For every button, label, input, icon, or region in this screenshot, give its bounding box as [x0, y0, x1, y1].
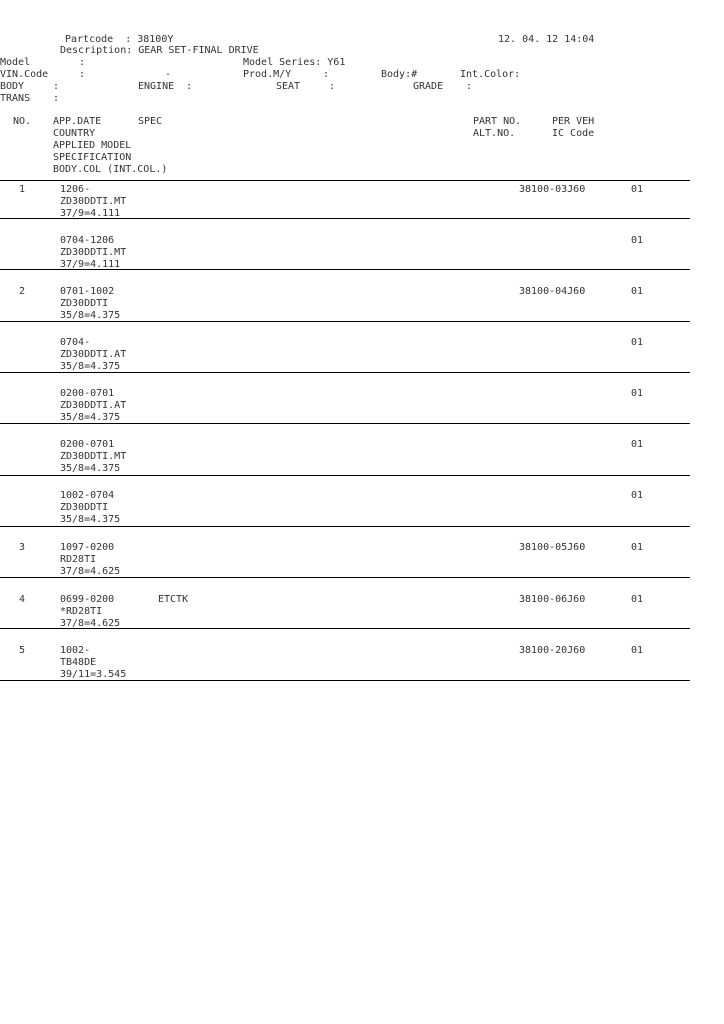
row-per-veh: 01 [631, 337, 644, 348]
row-part-no: 38100-05J60 [519, 542, 586, 553]
engine-label: ENGINE : [138, 81, 193, 92]
row-per-veh: 01 [631, 388, 644, 399]
row-divider [0, 475, 690, 476]
col-per-veh: PER VEH [552, 116, 595, 127]
table-row [0, 642, 690, 693]
row-per-veh: 01 [631, 235, 644, 246]
row-app-date: 0704-1206 [60, 235, 115, 246]
description-line: Description: GEAR SET-FINAL DRIVE [60, 45, 259, 56]
row-app-date: 0704- [60, 337, 91, 348]
col-alt-no: ALT.NO. [473, 128, 516, 139]
row-per-veh: 01 [631, 439, 644, 450]
col-spec: SPEC [138, 116, 163, 127]
row-per-veh: 01 [631, 542, 644, 553]
model-label: Model [0, 57, 31, 68]
body-hash-label: Body:# [381, 69, 418, 80]
row-part-no: 38100-03J60 [519, 184, 586, 195]
col-body-col: BODY.COL (INT.COL.) [53, 164, 168, 175]
body-colon: : [53, 81, 60, 92]
col-no: NO. [13, 116, 32, 127]
row-number: 1 [19, 184, 26, 195]
int-color-label: Int.Color: [460, 69, 521, 80]
row-per-veh: 01 [631, 286, 644, 297]
row-divider [0, 321, 690, 322]
row-app-date: 1002- [60, 645, 91, 656]
row-number: 4 [19, 594, 26, 605]
row-model: *RD28TI [60, 606, 103, 617]
row-model: ZD30DDTI.MT [60, 196, 127, 207]
partcode-line: Partcode : 38100Y [65, 34, 174, 45]
model-series: Model Series: Y61 [243, 57, 346, 68]
vin-dash: - [165, 69, 172, 80]
row-ratio: 37/8=4.625 [60, 566, 121, 577]
row-divider [0, 526, 690, 527]
row-ratio: 39/11=3.545 [60, 669, 127, 680]
table-row [0, 436, 690, 487]
col-country: COUNTRY [53, 128, 96, 139]
row-divider [0, 269, 690, 270]
table-row [0, 232, 690, 283]
table-row [0, 539, 690, 590]
prod-my-label: Prod.M/Y [243, 69, 292, 80]
row-part-no: 38100-20J60 [519, 645, 586, 656]
row-model: ZD30DDTI [60, 502, 109, 513]
row-model: ZD30DDTI.MT [60, 451, 127, 462]
row-ratio: 37/8=4.625 [60, 618, 121, 629]
row-number: 2 [19, 286, 26, 297]
body-label: BODY [0, 81, 25, 92]
trans-label: TRANS [0, 93, 31, 104]
table-row [0, 181, 690, 232]
row-part-no: 38100-06J60 [519, 594, 586, 605]
col-ic-code: IC Code [552, 128, 595, 139]
row-per-veh: 01 [631, 490, 644, 501]
table-row [0, 385, 690, 436]
seat-colon: : [329, 81, 336, 92]
col-specification: SPECIFICATION [53, 152, 132, 163]
row-app-date: 1206- [60, 184, 91, 195]
row-model: ZD30DDTI.AT [60, 400, 127, 411]
row-ratio: 35/8=4.375 [60, 310, 121, 321]
row-ratio: 35/8=4.375 [60, 514, 121, 525]
col-app-date: APP.DATE [53, 116, 102, 127]
vin-colon: : [79, 69, 86, 80]
row-divider [0, 423, 690, 424]
row-model: ZD30DDTI.AT [60, 349, 127, 360]
row-part-no: 38100-04J60 [519, 286, 586, 297]
vin-label: VIN.Code [0, 69, 49, 80]
row-ratio: 35/8=4.375 [60, 463, 121, 474]
table-row [0, 283, 690, 334]
col-part-no: PART NO. [473, 116, 522, 127]
row-divider [0, 680, 690, 681]
row-app-date: 0200-0701 [60, 439, 115, 450]
row-model: ZD30DDTI.MT [60, 247, 127, 258]
seat-label: SEAT [276, 81, 301, 92]
row-per-veh: 01 [631, 184, 644, 195]
table-row [0, 334, 690, 385]
row-divider [0, 372, 690, 373]
row-divider [0, 628, 690, 629]
row-per-veh: 01 [631, 594, 644, 605]
grade-colon: : [466, 81, 473, 92]
row-spec: ETCTK [158, 594, 189, 605]
table-row [0, 487, 690, 538]
row-ratio: 35/8=4.375 [60, 361, 121, 372]
row-ratio: 37/9=4.111 [60, 259, 121, 270]
row-number: 3 [19, 542, 26, 553]
row-divider [0, 218, 690, 219]
row-model: RD28TI [60, 554, 97, 565]
row-app-date: 0701-1002 [60, 286, 115, 297]
row-number: 5 [19, 645, 26, 656]
report-datetime: 12. 04. 12 14:04 [498, 34, 595, 45]
row-per-veh: 01 [631, 645, 644, 656]
row-app-date: 0699-0200 [60, 594, 115, 605]
col-applied-model: APPLIED MODEL [53, 140, 132, 151]
row-app-date: 1002-0704 [60, 490, 115, 501]
row-model: ZD30DDTI [60, 298, 109, 309]
model-colon: : [79, 57, 86, 68]
trans-colon: : [53, 93, 60, 104]
row-ratio: 35/8=4.375 [60, 412, 121, 423]
row-ratio: 37/9=4.111 [60, 208, 121, 219]
grade-label: GRADE [413, 81, 444, 92]
table-row [0, 591, 690, 642]
row-divider [0, 577, 690, 578]
row-model: TB48DE [60, 657, 97, 668]
row-app-date: 1097-0200 [60, 542, 115, 553]
prod-my-colon: : [323, 69, 330, 80]
row-app-date: 0200-0701 [60, 388, 115, 399]
